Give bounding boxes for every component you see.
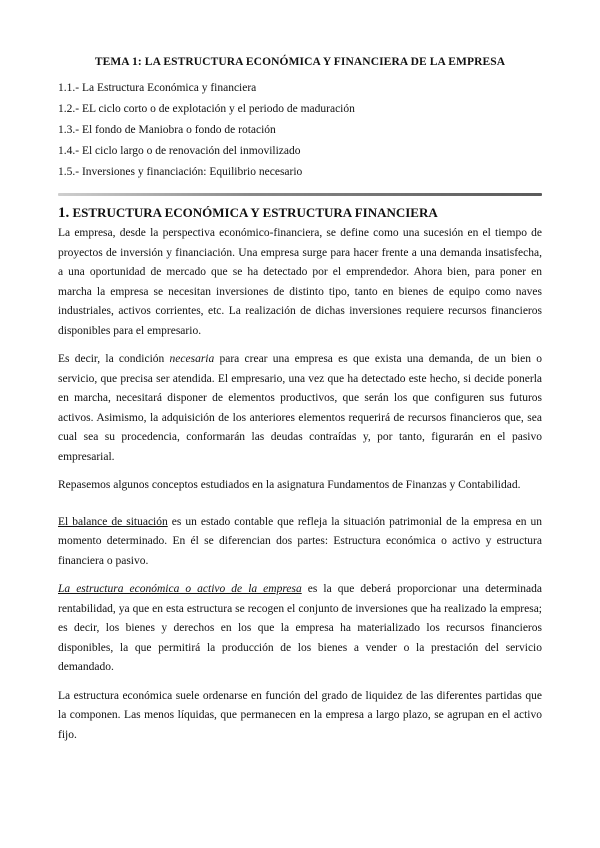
toc-item: 1.3.- El fondo de Maniobra o fondo de rotación xyxy=(58,124,276,136)
term-underlined: El balance de situación xyxy=(58,515,168,528)
paragraph-text: para crear una empresa es que exista una demanda, de un bien o servicio, que precisa ser atendida. El empresario, una vez que ha detectado este hecho, si decide ponerla en marcha, necesitará disponer de elementos productivos, que serán los que configuren sus futuros activos. Asimismo, la adquisición de los anteriores elementos requerirá de recursos financieros que, sea cual sea su procedencia, conformarán las deudas contraídas y, por tanto, figurarán en el pasivo empresarial. xyxy=(58,353,543,463)
section-divider xyxy=(58,193,542,196)
paragraph-text: Es decir, la condición xyxy=(58,353,170,365)
paragraph-text: es la que deberá proporcionar una determinada rentabilidad, ya que en esta estructura se recogen el conjunto de inversiones que ha realizado la empresa; es decir, los bienes y derechos en los que la empresa ha materializado los recursos financieros disponibles, la que permitirá la producción de los bienes a vender o la prestación del servicio demandado. xyxy=(58,583,542,673)
document-title: TEMA 1: LA ESTRUCTURA ECONÓMICA Y FINANCIERA DE LA EMPRESA xyxy=(94,56,506,68)
term-italic-underlined: La estructura económica o activo de la empresa xyxy=(58,583,302,595)
section-heading xyxy=(58,204,542,222)
toc-item: 1.2.- EL ciclo corto o de explotación y el periodo de maduración xyxy=(58,103,355,115)
paragraph-condition xyxy=(58,350,542,467)
paragraph-economic-structure xyxy=(58,580,542,678)
paragraph-balance-sheet xyxy=(58,513,542,572)
toc-item: 1.1.- La Estructura Económica y financiera xyxy=(58,82,257,94)
section-heading-text: ESTRUCTURA ECONÓMICA Y ESTRUCTURA FINANCIERA xyxy=(69,205,438,220)
table-of-contents xyxy=(58,78,542,183)
paragraph-review: Repasemos algunos conceptos estudiados en la asignatura Fundamentos de Finanzas y Contabilidad. xyxy=(58,479,521,491)
paragraph-intro: La empresa, desde la perspectiva económico-financiera, se define como una sucesión en el tiempo de proyectos de inversión y financiación. Una empresa surge para hacer frente a una demanda insatisfecha, a una oportunidad de mercado que se ha detectado por el emprendedor. Ahora bien, para poner en marcha la empresa se necesitan inversiones de distinto tipo, tanto en bienes de equipo como naves industriales, activos corrientes, etc. La realización de dichas inversiones requiere recursos financieros disponibles para el empresario. xyxy=(58,227,542,337)
paragraph-liquidity: La estructura económica suele ordenarse en función del grado de liquidez de las diferentes partidas que la componen. Las menos líquidas, que permanecen en la empresa a largo plazo, se agrupan en el activo fijo. xyxy=(58,689,542,741)
section-number: 1. xyxy=(58,205,70,221)
emphasis-text: necesaria xyxy=(169,353,215,365)
toc-item: 1.4.- El ciclo largo o de renovación del inmovilizado xyxy=(58,145,301,157)
toc-item: 1.5.- Inversiones y financiación: Equilibrio necesario xyxy=(58,166,303,178)
paragraph-text: es un estado contable que refleja la situación patrimonial de la empresa en un momento determinado. En él se diferencian dos partes: Estructura económica o activo y estructura financiera o pasivo. xyxy=(58,515,542,567)
